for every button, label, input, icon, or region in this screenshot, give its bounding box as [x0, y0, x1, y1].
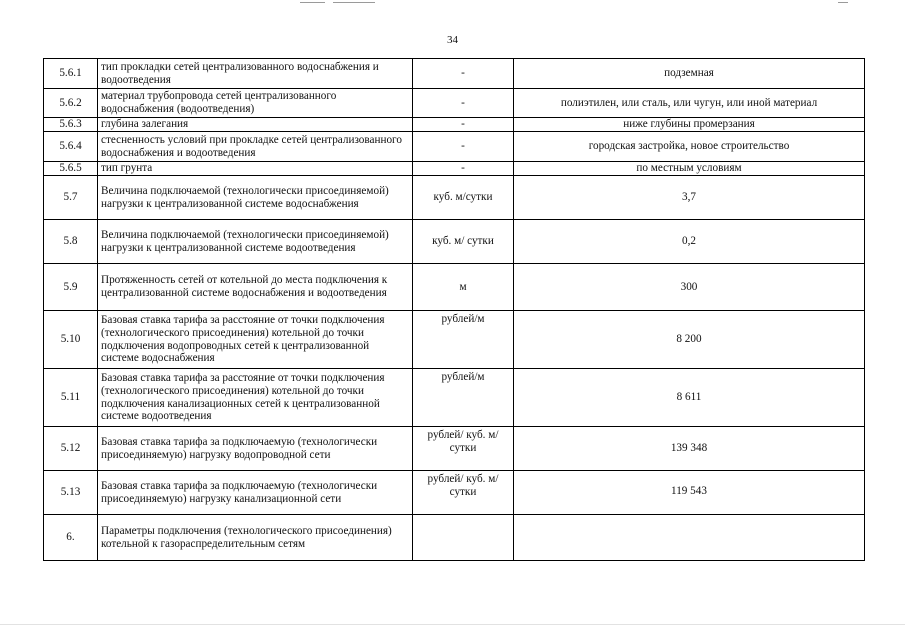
row-description: глубина залегания	[98, 118, 413, 132]
row-description: тип грунта	[98, 162, 413, 176]
row-number: 5.12	[44, 427, 98, 471]
page-edge-line	[0, 624, 905, 625]
row-unit: м	[413, 264, 514, 311]
table-row	[44, 515, 865, 561]
row-unit	[413, 515, 514, 561]
row-value: 8 611	[514, 369, 865, 427]
scan-artifact-line	[333, 2, 375, 3]
row-unit: -	[413, 118, 514, 132]
table-row	[44, 369, 865, 427]
row-unit: -	[413, 59, 514, 89]
row-description: материал трубопровода сетей централизованного водоснабжения (водоотведения)	[98, 89, 413, 118]
scan-artifact-line	[838, 2, 848, 3]
row-number: 5.6.3	[44, 118, 98, 132]
row-unit: -	[413, 162, 514, 176]
row-number: 5.8	[44, 220, 98, 264]
row-unit: рублей/ куб. м/сутки	[413, 471, 514, 515]
table-row	[44, 176, 865, 220]
row-description: Базовая ставка тарифа за расстояние от точки подключения (технологического присоединения) котельной до точки подключения водопроводных сетей к централизованной системе водоснабжения	[98, 311, 413, 369]
row-value: 119 543	[514, 471, 865, 515]
row-unit: рублей/ куб. м/сутки	[413, 427, 514, 471]
row-description: тип прокладки сетей централизованного водоснабжения и водоотведения	[98, 59, 413, 89]
table-row	[44, 118, 865, 132]
row-number: 5.13	[44, 471, 98, 515]
row-value: 139 348	[514, 427, 865, 471]
row-number: 5.6.2	[44, 89, 98, 118]
row-unit: рублей/м	[413, 311, 514, 369]
scan-artifact-line	[300, 2, 325, 3]
row-value: городская застройка, новое строительство	[514, 132, 865, 162]
table-row	[44, 471, 865, 515]
row-description: Параметры подключения (технологического присоединения) котельной к газораспределительным сетям	[98, 515, 413, 561]
row-description: Величина подключаемой (технологически присоединяемой) нагрузки к централизованной системе водоснабжения	[98, 176, 413, 220]
row-value	[514, 515, 865, 561]
row-number: 5.10	[44, 311, 98, 369]
row-unit: рублей/м	[413, 369, 514, 427]
table-row	[44, 311, 865, 369]
row-value: 300	[514, 264, 865, 311]
row-value: 3,7	[514, 176, 865, 220]
row-number: 5.9	[44, 264, 98, 311]
table-row	[44, 427, 865, 471]
row-value: полиэтилен, или сталь, или чугун, или иной материал	[514, 89, 865, 118]
table-row	[44, 264, 865, 311]
table-row	[44, 59, 865, 89]
row-unit: куб. м/ сутки	[413, 220, 514, 264]
row-value: по местным условиям	[514, 162, 865, 176]
row-number: 5.6.4	[44, 132, 98, 162]
row-number: 5.7	[44, 176, 98, 220]
table-row	[44, 89, 865, 118]
row-value: 8 200	[514, 311, 865, 369]
parameters-table	[43, 58, 865, 561]
row-number: 5.6.1	[44, 59, 98, 89]
row-value: 0,2	[514, 220, 865, 264]
row-number: 5.6.5	[44, 162, 98, 176]
table-row	[44, 162, 865, 176]
row-description: Базовая ставка тарифа за подключаемую (технологически присоединяемую) нагрузку водопроводной сети	[98, 427, 413, 471]
row-number: 6.	[44, 515, 98, 561]
row-unit: -	[413, 132, 514, 162]
table-row	[44, 220, 865, 264]
row-description: Базовая ставка тарифа за расстояние от точки подключения (технологического присоединения) котельной до точки подключения канализационных сетей к централизованной системе водоотведения	[98, 369, 413, 427]
row-description: Базовая ставка тарифа за подключаемую (технологически присоединяемую) нагрузку канализационной сети	[98, 471, 413, 515]
row-description: Протяженность сетей от котельной до места подключения к централизованной системе водоснабжения и водоотведения	[98, 264, 413, 311]
row-number: 5.11	[44, 369, 98, 427]
page-number: 34	[447, 34, 458, 46]
row-description: стесненность условий при прокладке сетей централизованного водоснабжения и водоотведения	[98, 132, 413, 162]
row-unit: -	[413, 89, 514, 118]
table-row	[44, 132, 865, 162]
row-value: ниже глубины промерзания	[514, 118, 865, 132]
row-unit: куб. м/сутки	[413, 176, 514, 220]
row-description: Величина подключаемой (технологически присоединяемой) нагрузки к централизованной системе водоотведения	[98, 220, 413, 264]
row-value: подземная	[514, 59, 865, 89]
